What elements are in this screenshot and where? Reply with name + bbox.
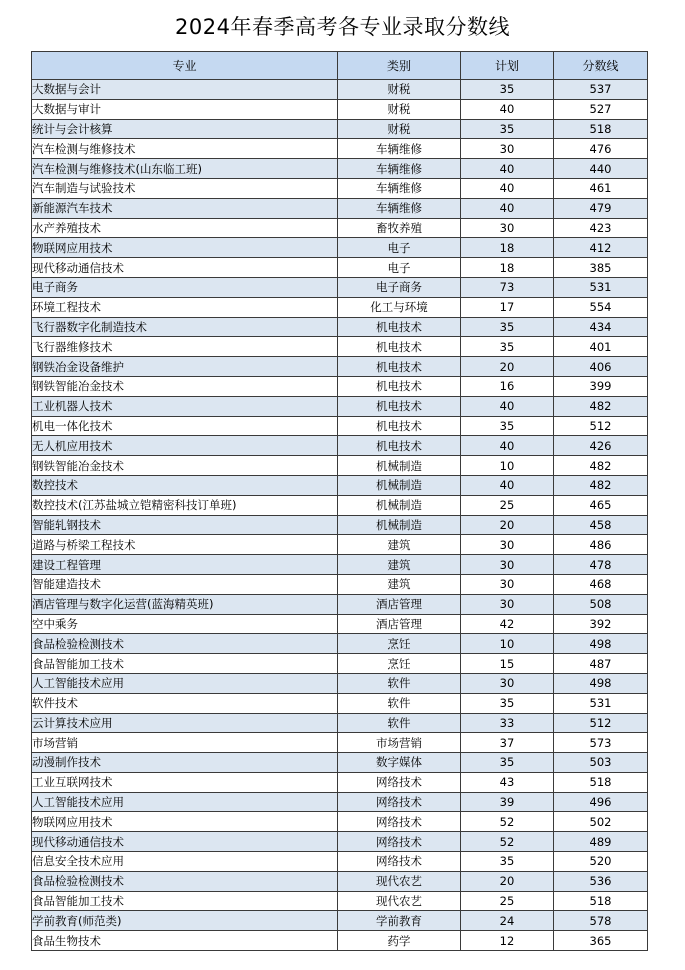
category-cell: 车辆维修	[338, 178, 461, 198]
score-cell: 520	[554, 852, 648, 872]
category-cell: 机械制造	[338, 475, 461, 495]
score-cell: 401	[554, 337, 648, 357]
score-cell: 468	[554, 574, 648, 594]
table-row	[32, 792, 648, 812]
plan-cell: 35	[461, 693, 554, 713]
score-cell: 412	[554, 238, 648, 258]
category-cell: 财税	[338, 119, 461, 139]
score-cell: 512	[554, 713, 648, 733]
table-row	[32, 891, 648, 911]
major-cell: 汽车制造与试验技术	[32, 178, 338, 198]
score-cell: 440	[554, 159, 648, 179]
major-cell: 食品智能加工技术	[32, 654, 338, 674]
table-row	[32, 297, 648, 317]
category-cell: 建筑	[338, 555, 461, 575]
plan-cell: 30	[461, 673, 554, 693]
plan-cell: 30	[461, 139, 554, 159]
major-cell: 食品检验检测技术	[32, 634, 338, 654]
header-major: 专业	[32, 52, 338, 80]
major-cell: 飞行器数字化制造技术	[32, 317, 338, 337]
plan-cell: 39	[461, 792, 554, 812]
plan-cell: 30	[461, 594, 554, 614]
category-cell: 机电技术	[338, 416, 461, 436]
category-cell: 软件	[338, 693, 461, 713]
plan-cell: 42	[461, 614, 554, 634]
table-row	[32, 178, 648, 198]
score-cell: 486	[554, 535, 648, 555]
table-row	[32, 713, 648, 733]
plan-cell: 35	[461, 753, 554, 773]
plan-cell: 35	[461, 317, 554, 337]
category-cell: 机电技术	[338, 317, 461, 337]
score-cell: 531	[554, 693, 648, 713]
plan-cell: 16	[461, 376, 554, 396]
plan-cell: 35	[461, 80, 554, 100]
table-row	[32, 614, 648, 634]
plan-cell: 35	[461, 416, 554, 436]
score-cell: 554	[554, 297, 648, 317]
major-cell: 食品检验检测技术	[32, 871, 338, 891]
table-row	[32, 317, 648, 337]
score-cell: 496	[554, 792, 648, 812]
category-cell: 机电技术	[338, 376, 461, 396]
plan-cell: 25	[461, 891, 554, 911]
score-cell: 578	[554, 911, 648, 931]
table-row	[32, 634, 648, 654]
category-cell: 烹饪	[338, 654, 461, 674]
score-cell: 365	[554, 931, 648, 951]
category-cell: 酒店管理	[338, 594, 461, 614]
plan-cell: 24	[461, 911, 554, 931]
category-cell: 网络技术	[338, 852, 461, 872]
category-cell: 药学	[338, 931, 461, 951]
major-cell: 智能建造技术	[32, 574, 338, 594]
score-cell: 489	[554, 832, 648, 852]
category-cell: 网络技术	[338, 832, 461, 852]
major-cell: 酒店管理与数字化运营(蓝海精英班)	[32, 594, 338, 614]
plan-cell: 17	[461, 297, 554, 317]
plan-cell: 12	[461, 931, 554, 951]
plan-cell: 15	[461, 654, 554, 674]
table-header	[32, 52, 648, 80]
major-cell: 食品生物技术	[32, 931, 338, 951]
plan-cell: 73	[461, 277, 554, 297]
plan-cell: 20	[461, 871, 554, 891]
table-row	[32, 871, 648, 891]
plan-cell: 43	[461, 772, 554, 792]
major-cell: 大数据与审计	[32, 99, 338, 119]
major-cell: 数控技术	[32, 475, 338, 495]
table-row	[32, 693, 648, 713]
category-cell: 财税	[338, 99, 461, 119]
table-row	[32, 119, 648, 139]
score-cell: 502	[554, 812, 648, 832]
table-row	[32, 258, 648, 278]
category-cell: 学前教育	[338, 911, 461, 931]
category-cell: 机电技术	[338, 357, 461, 377]
category-cell: 电子	[338, 238, 461, 258]
category-cell: 机械制造	[338, 515, 461, 535]
major-cell: 新能源汽车技术	[32, 198, 338, 218]
major-cell: 汽车检测与维修技术	[32, 139, 338, 159]
table-row	[32, 238, 648, 258]
header-score: 分数线	[554, 52, 648, 80]
score-cell: 508	[554, 594, 648, 614]
table-row	[32, 159, 648, 179]
header-row	[32, 52, 648, 80]
table-row	[32, 832, 648, 852]
plan-cell: 40	[461, 198, 554, 218]
score-cell: 482	[554, 475, 648, 495]
table-row	[32, 852, 648, 872]
plan-cell: 40	[461, 178, 554, 198]
table-row	[32, 733, 648, 753]
category-cell: 市场营销	[338, 733, 461, 753]
table-row	[32, 436, 648, 456]
header-plan: 计划	[461, 52, 554, 80]
score-cell: 527	[554, 99, 648, 119]
major-cell: 市场营销	[32, 733, 338, 753]
table-row	[32, 277, 648, 297]
score-cell: 518	[554, 772, 648, 792]
category-cell: 机械制造	[338, 495, 461, 515]
page-title: 2024年春季高考各专业录取分数线	[175, 15, 510, 39]
plan-cell: 40	[461, 475, 554, 495]
category-cell: 烹饪	[338, 634, 461, 654]
plan-cell: 25	[461, 495, 554, 515]
table-row	[32, 357, 648, 377]
table-row	[32, 931, 648, 951]
table-row	[32, 574, 648, 594]
category-cell: 电子商务	[338, 277, 461, 297]
table-row	[32, 456, 648, 476]
category-cell: 网络技术	[338, 792, 461, 812]
major-cell: 学前教育(师范类)	[32, 911, 338, 931]
category-cell: 车辆维修	[338, 139, 461, 159]
table-row	[32, 80, 648, 100]
major-cell: 钢铁智能冶金技术	[32, 376, 338, 396]
table-row	[32, 673, 648, 693]
major-cell: 软件技术	[32, 693, 338, 713]
score-cell: 392	[554, 614, 648, 634]
major-cell: 物联网应用技术	[32, 238, 338, 258]
category-cell: 畜牧养殖	[338, 218, 461, 238]
category-cell: 现代农艺	[338, 891, 461, 911]
score-cell: 518	[554, 891, 648, 911]
plan-cell: 20	[461, 515, 554, 535]
category-cell: 化工与环境	[338, 297, 461, 317]
category-cell: 现代农艺	[338, 871, 461, 891]
major-cell: 大数据与会计	[32, 80, 338, 100]
score-cell: 531	[554, 277, 648, 297]
table-row	[32, 594, 648, 614]
plan-cell: 40	[461, 436, 554, 456]
plan-cell: 18	[461, 258, 554, 278]
score-cell: 487	[554, 654, 648, 674]
major-cell: 数控技术(江苏盐城立铠精密科技订单班)	[32, 495, 338, 515]
plan-cell: 52	[461, 832, 554, 852]
major-cell: 水产养殖技术	[32, 218, 338, 238]
table-row	[32, 475, 648, 495]
table-row	[32, 376, 648, 396]
category-cell: 网络技术	[338, 772, 461, 792]
plan-cell: 30	[461, 218, 554, 238]
score-cell: 498	[554, 673, 648, 693]
category-cell: 机电技术	[338, 337, 461, 357]
plan-cell: 10	[461, 456, 554, 476]
plan-cell: 35	[461, 337, 554, 357]
plan-cell: 37	[461, 733, 554, 753]
plan-cell: 20	[461, 357, 554, 377]
category-cell: 机电技术	[338, 436, 461, 456]
plan-cell: 40	[461, 99, 554, 119]
score-cell: 434	[554, 317, 648, 337]
category-cell: 网络技术	[338, 812, 461, 832]
major-cell: 建设工程管理	[32, 555, 338, 575]
major-cell: 云计算技术应用	[32, 713, 338, 733]
major-cell: 食品智能加工技术	[32, 891, 338, 911]
plan-cell: 10	[461, 634, 554, 654]
plan-cell: 30	[461, 574, 554, 594]
category-cell: 财税	[338, 80, 461, 100]
score-cell: 423	[554, 218, 648, 238]
score-cell: 406	[554, 357, 648, 377]
category-cell: 机电技术	[338, 396, 461, 416]
major-cell: 机电一体化技术	[32, 416, 338, 436]
plan-cell: 18	[461, 238, 554, 258]
table-row	[32, 772, 648, 792]
plan-cell: 33	[461, 713, 554, 733]
score-cell: 461	[554, 178, 648, 198]
table-row	[32, 654, 648, 674]
major-cell: 人工智能技术应用	[32, 792, 338, 812]
major-cell: 动漫制作技术	[32, 753, 338, 773]
table-row	[32, 911, 648, 931]
score-cell: 465	[554, 495, 648, 515]
category-cell: 数字媒体	[338, 753, 461, 773]
plan-cell: 30	[461, 555, 554, 575]
table-row	[32, 812, 648, 832]
score-cell: 537	[554, 80, 648, 100]
table-row	[32, 396, 648, 416]
table-row	[32, 535, 648, 555]
score-cell: 476	[554, 139, 648, 159]
table-row	[32, 515, 648, 535]
table-row	[32, 753, 648, 773]
score-table	[31, 51, 648, 951]
score-cell: 498	[554, 634, 648, 654]
plan-cell: 30	[461, 535, 554, 555]
score-cell: 482	[554, 456, 648, 476]
plan-cell: 40	[461, 396, 554, 416]
major-cell: 空中乘务	[32, 614, 338, 634]
category-cell: 酒店管理	[338, 614, 461, 634]
plan-cell: 52	[461, 812, 554, 832]
major-cell: 物联网应用技术	[32, 812, 338, 832]
table-row	[32, 139, 648, 159]
major-cell: 工业互联网技术	[32, 772, 338, 792]
table-row	[32, 198, 648, 218]
major-cell: 现代移动通信技术	[32, 832, 338, 852]
score-cell: 518	[554, 119, 648, 139]
category-cell: 软件	[338, 713, 461, 733]
plan-cell: 35	[461, 119, 554, 139]
plan-cell: 35	[461, 852, 554, 872]
score-cell: 399	[554, 376, 648, 396]
major-cell: 信息安全技术应用	[32, 852, 338, 872]
header-category: 类别	[338, 52, 461, 80]
table-body	[32, 80, 648, 951]
category-cell: 机械制造	[338, 456, 461, 476]
table-row	[32, 99, 648, 119]
major-cell: 飞行器维修技术	[32, 337, 338, 357]
category-cell: 建筑	[338, 535, 461, 555]
major-cell: 无人机应用技术	[32, 436, 338, 456]
score-cell: 536	[554, 871, 648, 891]
table-row	[32, 555, 648, 575]
table-row	[32, 416, 648, 436]
score-cell: 482	[554, 396, 648, 416]
category-cell: 电子	[338, 258, 461, 278]
major-cell: 统计与会计核算	[32, 119, 338, 139]
major-cell: 工业机器人技术	[32, 396, 338, 416]
table-row	[32, 218, 648, 238]
table-row	[32, 337, 648, 357]
major-cell: 电子商务	[32, 277, 338, 297]
score-cell: 385	[554, 258, 648, 278]
category-cell: 软件	[338, 673, 461, 693]
score-cell: 573	[554, 733, 648, 753]
score-cell: 512	[554, 416, 648, 436]
score-cell: 503	[554, 753, 648, 773]
plan-cell: 40	[461, 159, 554, 179]
category-cell: 建筑	[338, 574, 461, 594]
major-cell: 人工智能技术应用	[32, 673, 338, 693]
category-cell: 车辆维修	[338, 198, 461, 218]
major-cell: 智能轧钢技术	[32, 515, 338, 535]
score-cell: 426	[554, 436, 648, 456]
major-cell: 汽车检测与维修技术(山东临工班)	[32, 159, 338, 179]
score-cell: 458	[554, 515, 648, 535]
category-cell: 车辆维修	[338, 159, 461, 179]
score-cell: 479	[554, 198, 648, 218]
major-cell: 环境工程技术	[32, 297, 338, 317]
score-cell: 478	[554, 555, 648, 575]
table-row	[32, 495, 648, 515]
major-cell: 钢铁智能冶金技术	[32, 456, 338, 476]
major-cell: 钢铁冶金设备维护	[32, 357, 338, 377]
major-cell: 现代移动通信技术	[32, 258, 338, 278]
major-cell: 道路与桥梁工程技术	[32, 535, 338, 555]
